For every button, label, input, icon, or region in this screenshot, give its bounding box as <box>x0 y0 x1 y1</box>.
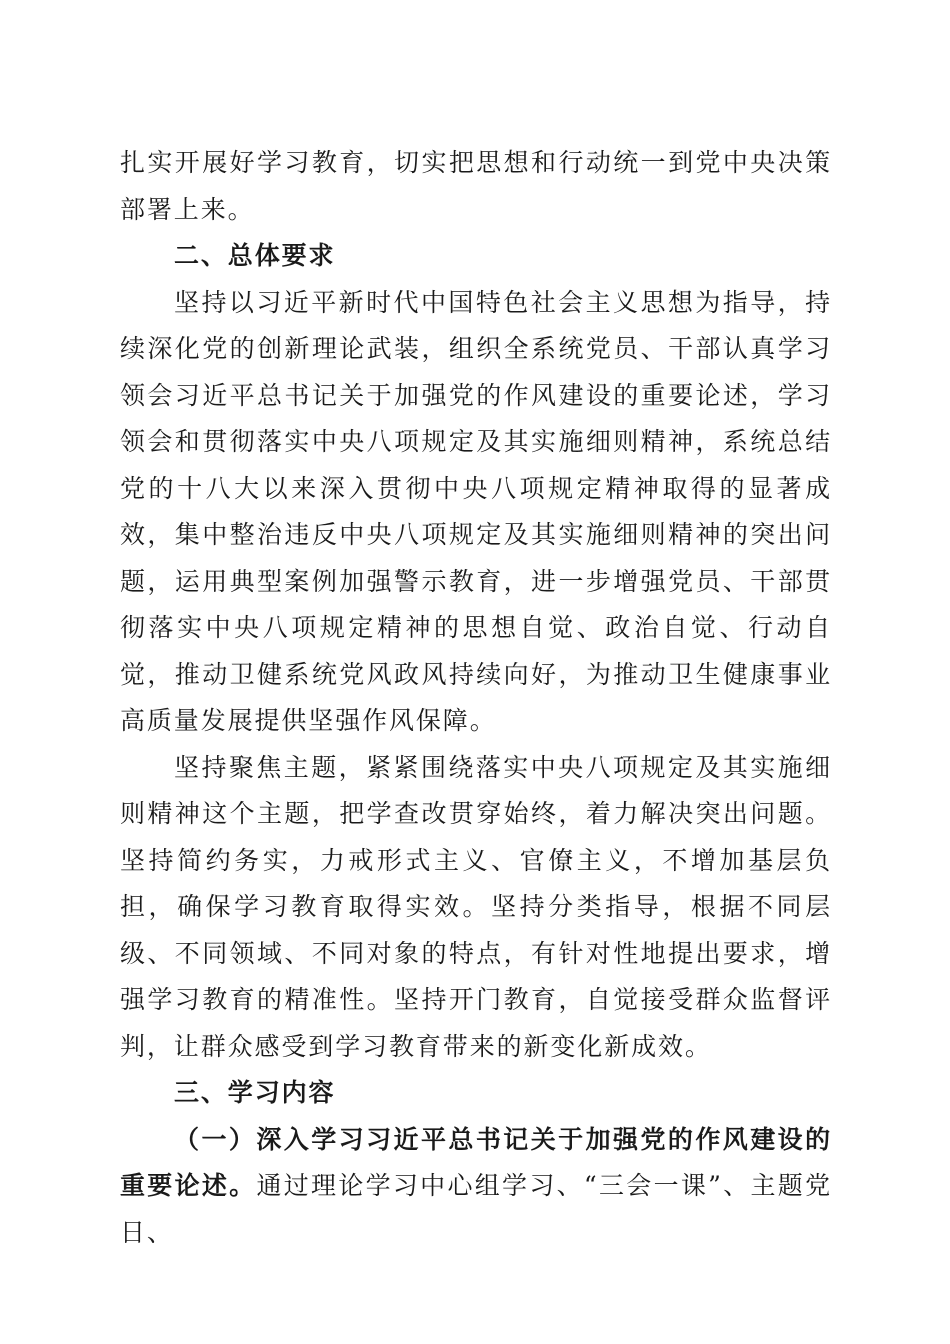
paragraph-requirements-2: 坚持聚焦主题，紧紧围绕落实中央八项规定及其实施细则精神这个主题，把学查改贯穿始终，着力解决突出问题。坚持简约务实，力戒形式主义、官僚主义，不增加基层负担，确保学习教育取得实效。坚持分类指导，根据不同层级、不同领域、不同对象的特点，有针对性地提出要求，增强学习教育的精准性。坚持开门教育，自觉接受群众监督评判，让群众感受到学习教育带来的新变化新成效。 <box>120 752 832 1061</box>
document-body <box>120 140 832 1256</box>
item-1-body: 通过理论学习中心组学习、“三会一课”、主题党日、 <box>120 1171 832 1247</box>
item-1-title: （一）深入学习习近平总书记关于加强党的作风建设的重要论述。 <box>120 1124 832 1200</box>
paragraph-item-1 <box>120 1117 832 1257</box>
section-heading-overall-requirements: 二、总体要求 <box>174 241 336 270</box>
paragraph-continuation: 扎实开展好学习教育，切实把思想和行动统一到党中央决策部署上来。 <box>120 148 832 224</box>
paragraph-requirements-1: 坚持以习近平新时代中国特色社会主义思想为指导，持续深化党的创新理论武装，组织全系统党员、干部认真学习领会习近平总书记关于加强党的作风建设的重要论述，学习领会和贯彻落实中央八项规定及其实施细则精神，系统总结党的十八大以来深入贯彻中央八项规定精神取得的显著成效，集中整治违反中央八项规定及其实施细则精神的突出问题，运用典型案例加强警示教育，进一步增强党员、干部贯彻落实中央八项规定精神的思想自觉、政治自觉、行动自觉，推动卫健系统党风政风持续向好，为推动卫生健康事业高质量发展提供坚强作风保障。 <box>120 287 832 735</box>
section-heading-study-content: 三、学习内容 <box>174 1078 336 1107</box>
